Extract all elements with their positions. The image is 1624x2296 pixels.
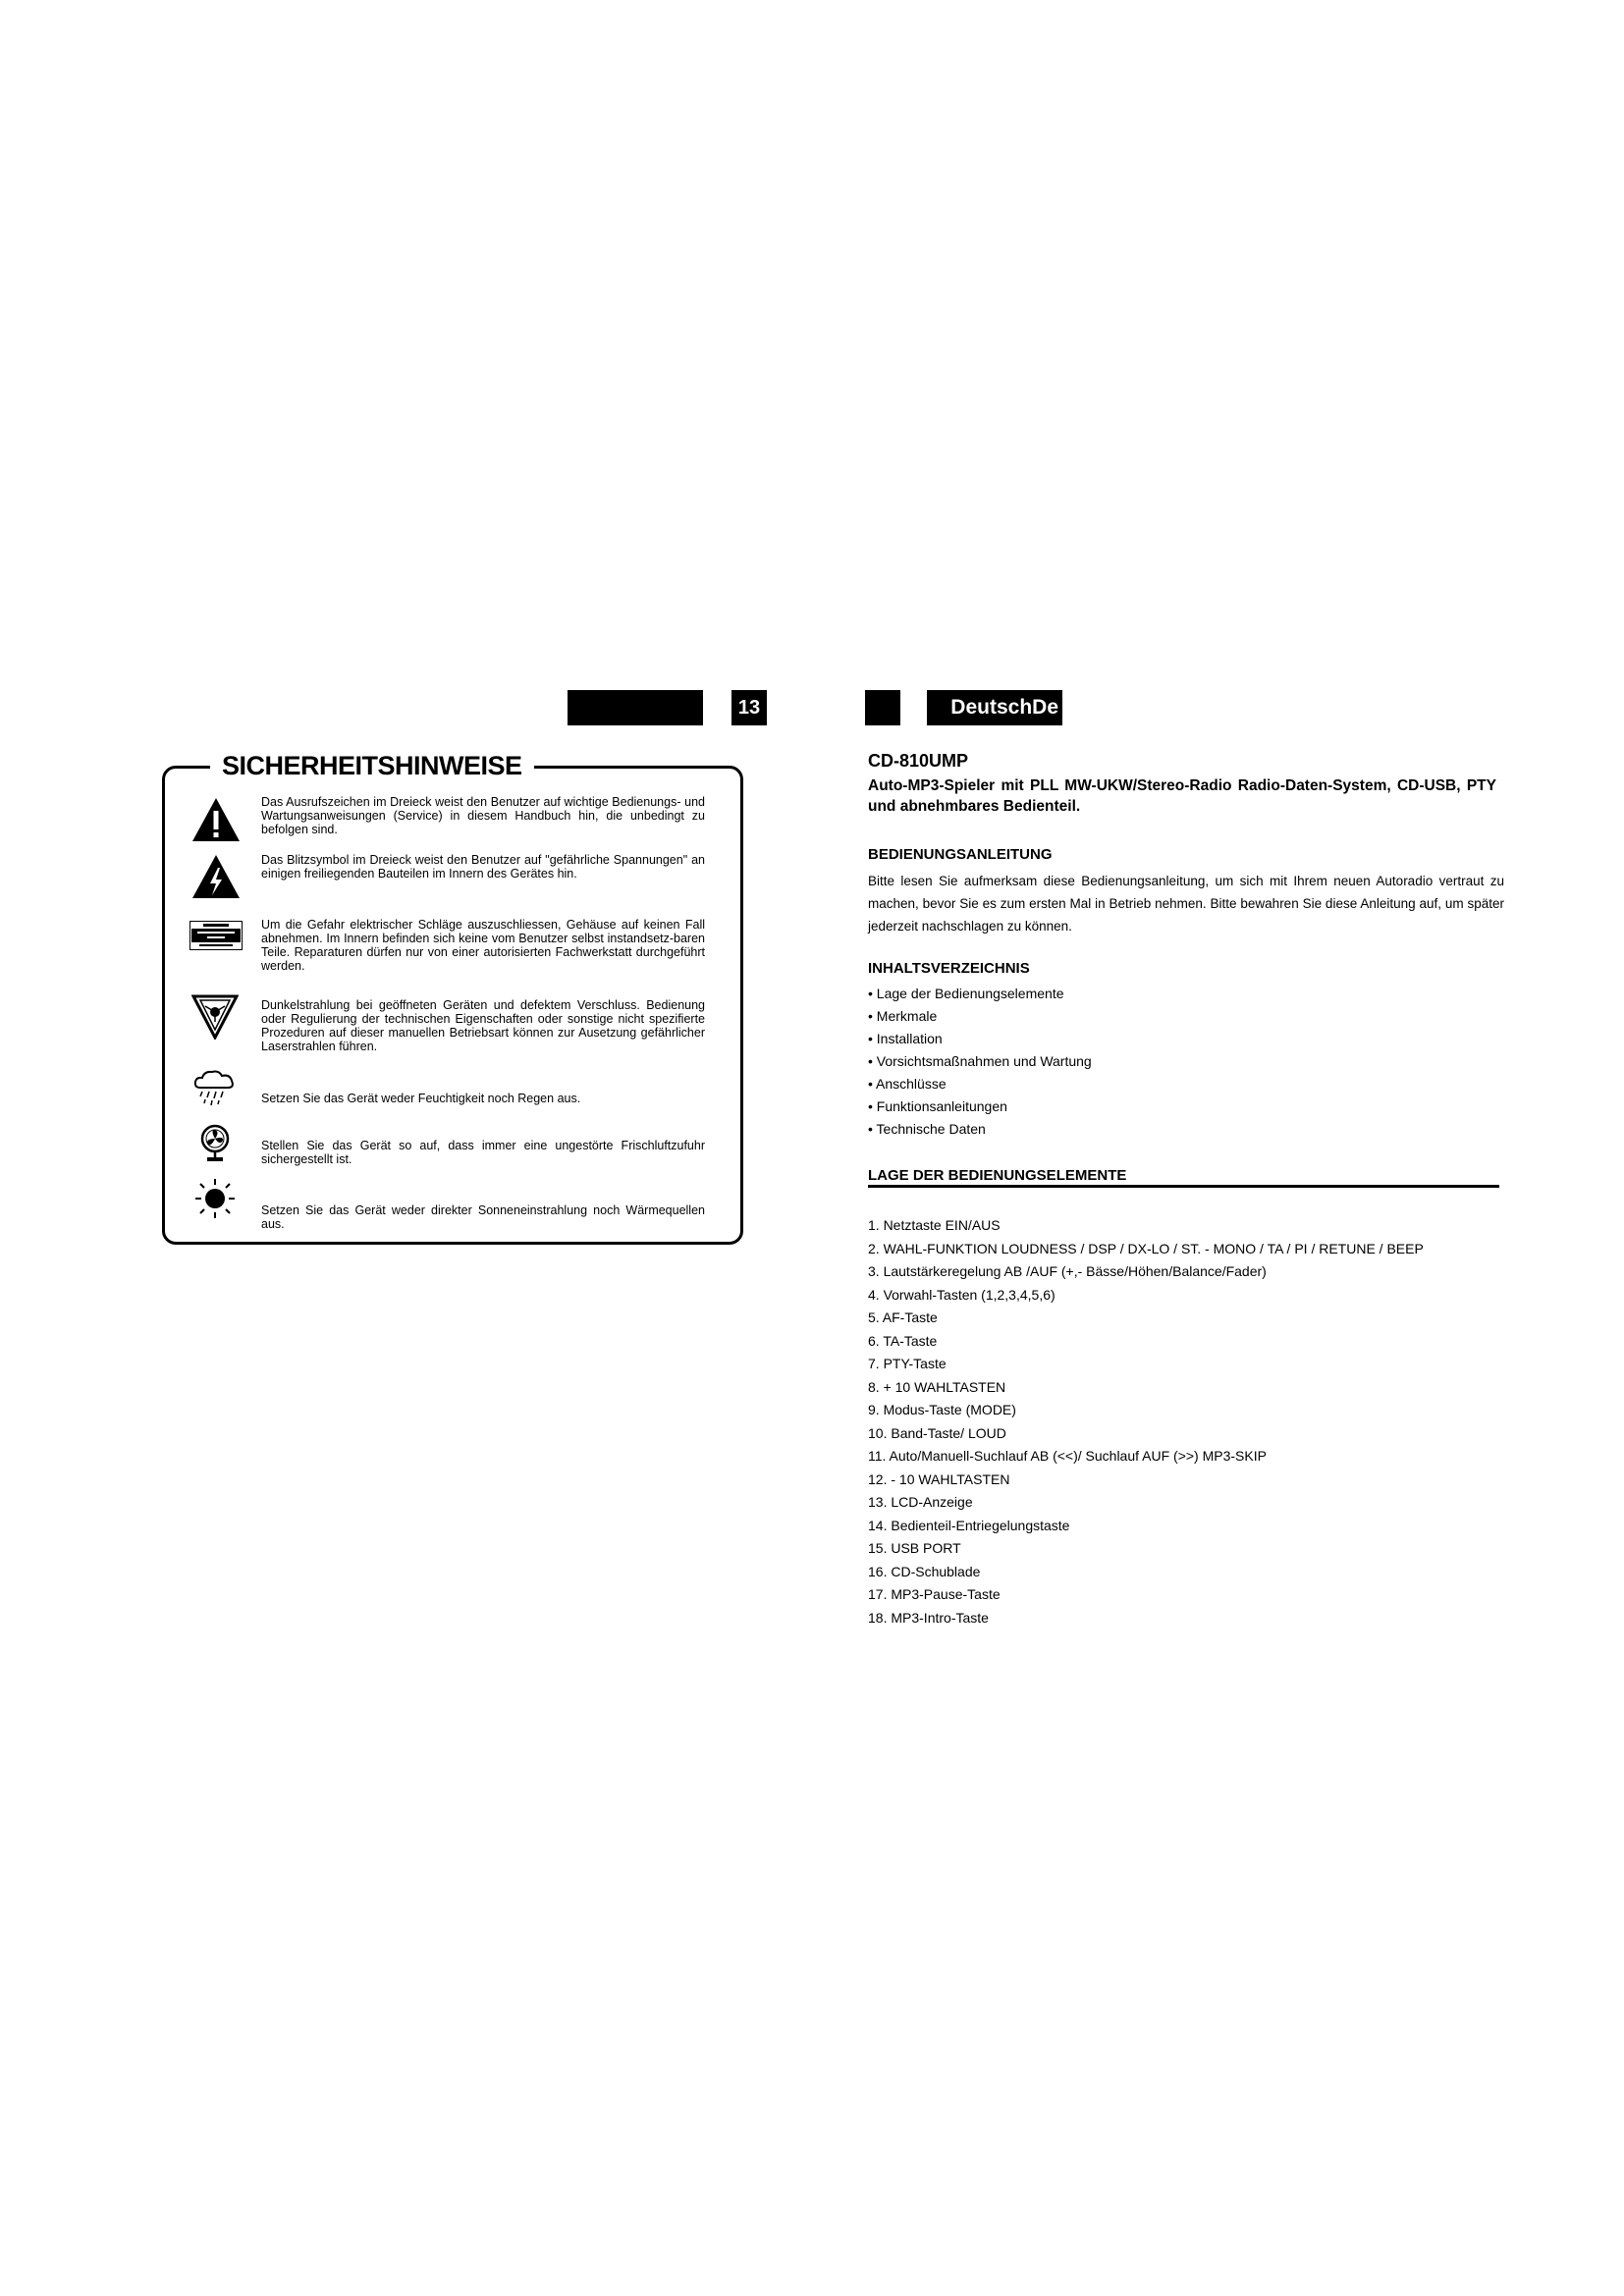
safety-text-2: Das Blitzsymbol im Dreieck weist den Benutzer auf "gefährliche Spannungen" an einigen freiliegenden Bauteilen im Innern des Gerätes hin. [261, 853, 705, 881]
language-label: DeutschDe [927, 690, 1062, 725]
contents-item: • Merkmale [868, 1008, 938, 1024]
contents-item: • Installation [868, 1031, 943, 1046]
controls-item: 9. Modus-Taste (MODE) [868, 1402, 1016, 1417]
rain-cloud-icon [192, 1068, 236, 1107]
controls-item: 4. Vorwahl-Tasten (1,2,3,4,5,6) [868, 1286, 1056, 1303]
lightning-triangle-icon [191, 854, 241, 899]
controls-item: 6. TA-Taste [868, 1332, 938, 1349]
caution-label-icon [189, 921, 243, 950]
safety-text-6: Stellen Sie das Gerät so auf, dass immer eine ungestörte Frischluftzufuhr sichergestellt ist. [261, 1139, 705, 1166]
safety-title: SICHERHEITSHINWEISE [210, 748, 534, 783]
controls-item: 3. Lautstärkeregelung AB /AUF (+,- Bässe/Höhen/Balance/Fader) [868, 1263, 1267, 1279]
page-number: 13 [731, 690, 767, 725]
controls-item: 2. WAHL-FUNKTION LOUDNESS / DSP / DX-LO / ST. - MONO / TA / PI / RETUNE / BEEP [868, 1240, 1424, 1256]
controls-list [868, 1214, 1424, 1629]
controls-item: 18. MP3-Intro-Taste [868, 1609, 989, 1626]
controls-item: 11. Auto/Manuell-Suchlauf AB (<<)/ Suchlauf AUF (>>) MP3-SKIP [868, 1448, 1267, 1464]
safety-text-4: Dunkelstrahlung bei geöffneten Geräten und defektem Verschluss. Bedienung oder Regulierung der technischen Eigenschaften oder sonstige nicht spezifierte Prozeduren auf dieser manuellen Betriebsart können zur Ausetzung gefährlicher Laserstrahlen führen. [261, 998, 705, 1053]
controls-item: 10. Band-Taste/ LOUD [868, 1424, 1006, 1441]
header-square [865, 690, 900, 725]
controls-item: 8. + 10 WAHLTASTEN [868, 1378, 1006, 1395]
contents-item: • Funktionsanleitungen [868, 1098, 1007, 1114]
contents-item: • Vorsichtsmaßnahmen und Wartung [868, 1053, 1092, 1069]
controls-item: 14. Bedienteil-Entriegelungstaste [868, 1517, 1070, 1533]
model-title: CD-810UMP [868, 751, 969, 771]
sun-icon [194, 1178, 236, 1219]
contents-item: • Technische Daten [868, 1121, 986, 1137]
contents-list [868, 983, 1092, 1141]
controls-item: 12. - 10 WAHLTASTEN [868, 1470, 1010, 1487]
controls-item: 15. USB PORT [868, 1540, 961, 1556]
controls-item: 17. MP3-Pause-Taste [868, 1586, 1001, 1602]
safety-text-1: Das Ausrufszeichen im Dreieck weist den Benutzer auf wichtige Bedienungs- und Wartungsanweisungen (Service) in diesem Handbuch hin, die unbedingt zu befolgen sind. [261, 795, 705, 836]
fan-icon [198, 1124, 232, 1163]
contents-item: • Lage der Bedienungselemente [868, 986, 1064, 1001]
controls-item: 7. PTY-Taste [868, 1356, 947, 1371]
laser-warning-icon [191, 994, 239, 1040]
contents-item: • Anschlüsse [868, 1076, 947, 1092]
controls-item: 16. CD-Schublade [868, 1563, 981, 1579]
controls-item: 13. LCD-Anzeige [868, 1494, 973, 1510]
controls-heading: LAGE DER BEDIENUNGSELEMENTE [868, 1167, 1499, 1188]
product-subtitle: Auto-MP3-Spieler mit PLL MW-UKW/Stereo-Radio Radio-Daten-System, CD-USB, PTY und abnehmbares Bedienteil. [868, 777, 1496, 815]
controls-item: 5. AF-Taste [868, 1309, 938, 1325]
exclamation-triangle-icon [191, 797, 241, 842]
safety-text-5: Setzen Sie das Gerät weder Feuchtigkeit noch Regen aus. [261, 1092, 581, 1105]
header-left-bar [568, 690, 703, 725]
safety-text-3: Um die Gefahr elektrischer Schläge auszuschliessen, Gehäuse auf keinen Fall abnehmen. Im Innern befinden sich keine vom Benutzer selbst instandsetz-baren Teile. Reparaturen dürfen nur von einer autorisierten Fachwerkstatt durchgeführt werden. [261, 918, 705, 973]
manual-heading: BEDIENUNGSANLEITUNG [868, 846, 1053, 863]
controls-item: 1. Netztaste EIN/AUS [868, 1217, 1001, 1233]
manual-text: Bitte lesen Sie aufmerksam diese Bedienungsanleitung, um sich mit Ihrem neuen Autoradio vertraut zu machen, bevor Sie es zum ersten Mal in Betrieb nehmen. Bitte bewahren Sie diese Anleitung auf, um später jederzeit nachschlagen zu können. [868, 874, 1504, 934]
safety-text-7: Setzen Sie das Gerät weder direkter Sonneneinstrahlung noch Wärmequellen aus. [261, 1203, 705, 1231]
contents-heading: INHALTSVERZEICHNIS [868, 960, 1030, 977]
